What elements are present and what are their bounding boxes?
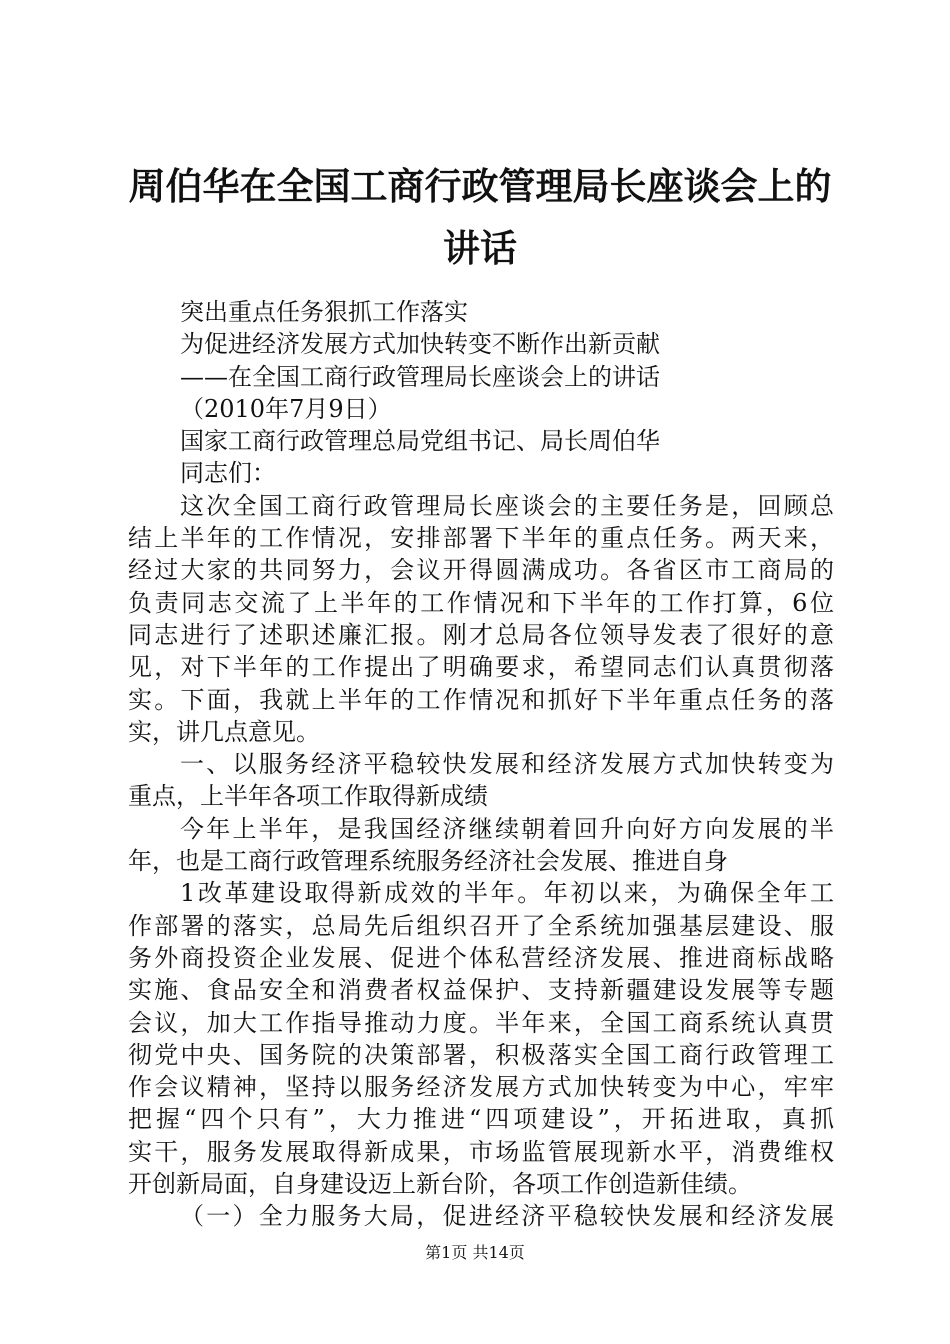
body-line: 开创新局面，自身建设迈上新台阶，各项工作创造新佳绩。 — [128, 1170, 752, 1199]
body-line: 结上半年的工作情况，安排部署下半年的重点任务。两天来， — [128, 524, 834, 553]
body-line: 一、以服务经济平稳较快发展和经济发展方式加快转变为 — [180, 750, 834, 779]
body-line: 实。下面，我就上半年的工作情况和抓好下半年重点任务的落 — [128, 685, 834, 714]
body-line: 把握“四个只有”，大力推进“四项建设”，开拓进取，真抓 — [128, 1105, 834, 1134]
body-line: 年，也是工商行政管理系统服务经济社会发展、推进自身 — [128, 847, 728, 876]
body-line: 会议，加大工作指导推动力度。半年来，全国工商系统认真贯 — [128, 1008, 834, 1037]
body-line: 经过大家的共同努力，会议开得圆满成功。各省区市工商局的 — [128, 556, 834, 585]
body-line: 这次全国工商行政管理局长座谈会的主要任务是，回顾总 — [180, 491, 834, 520]
body-line: 实施、食品安全和消费者权益保护、支持新疆建设发展等专题 — [128, 976, 834, 1005]
body-line: 务外商投资企业发展、促进个体私营经济发展、推进商标战略 — [128, 943, 834, 972]
body-line: 国家工商行政管理总局党组书记、局长周伯华 — [180, 427, 660, 456]
body-line: 作部署的落实，总局先后组织召开了全系统加强基层建设、服 — [128, 911, 834, 940]
body-line: （2010年7月9日） — [180, 394, 392, 423]
body-line: 同志们： — [180, 459, 276, 488]
body-line: 实，讲几点意见。 — [128, 717, 320, 746]
document-body — [128, 296, 834, 1233]
document-title: 周伯华在全国工商行政管理局长座谈会上的讲话 — [128, 165, 832, 270]
body-line: （一）全力服务大局，促进经济平稳较快发展和经济发展 — [180, 1202, 834, 1231]
body-line: 突出重点任务狠抓工作落实 — [180, 298, 468, 326]
body-line: 今年上半年，是我国经济继续朝着回升向好方向发展的半 — [180, 814, 834, 843]
body-line: 实干，服务发展取得新成果，市场监管展现新水平，消费维权 — [128, 1137, 834, 1166]
body-line: 重点，上半年各项工作取得新成绩 — [128, 782, 488, 811]
body-line: 为促进经济发展方式加快转变不断作出新贡献 — [180, 330, 660, 359]
body-line: 见，对下半年的工作提出了明确要求，希望同志们认真贯彻落 — [128, 653, 834, 682]
body-line: 彻党中央、国务院的决策部署，积极落实全国工商行政管理工 — [128, 1040, 834, 1069]
body-line: 同志进行了述职述廉汇报。刚才总局各位领导发表了很好的意 — [128, 620, 834, 649]
body-line: 作会议精神，坚持以服务经济发展方式加快转变为中心，牢牢 — [128, 1073, 834, 1102]
page-footer: 第1页 共14页 — [425, 1243, 525, 1262]
body-line: 负责同志交流了上半年的工作情况和下半年的工作打算，6位 — [128, 588, 834, 617]
body-line: 1改革建设取得新成效的半年。年初以来，为确保全年工 — [180, 879, 834, 908]
body-line: ——在全国工商行政管理局长座谈会上的讲话 — [180, 362, 660, 391]
